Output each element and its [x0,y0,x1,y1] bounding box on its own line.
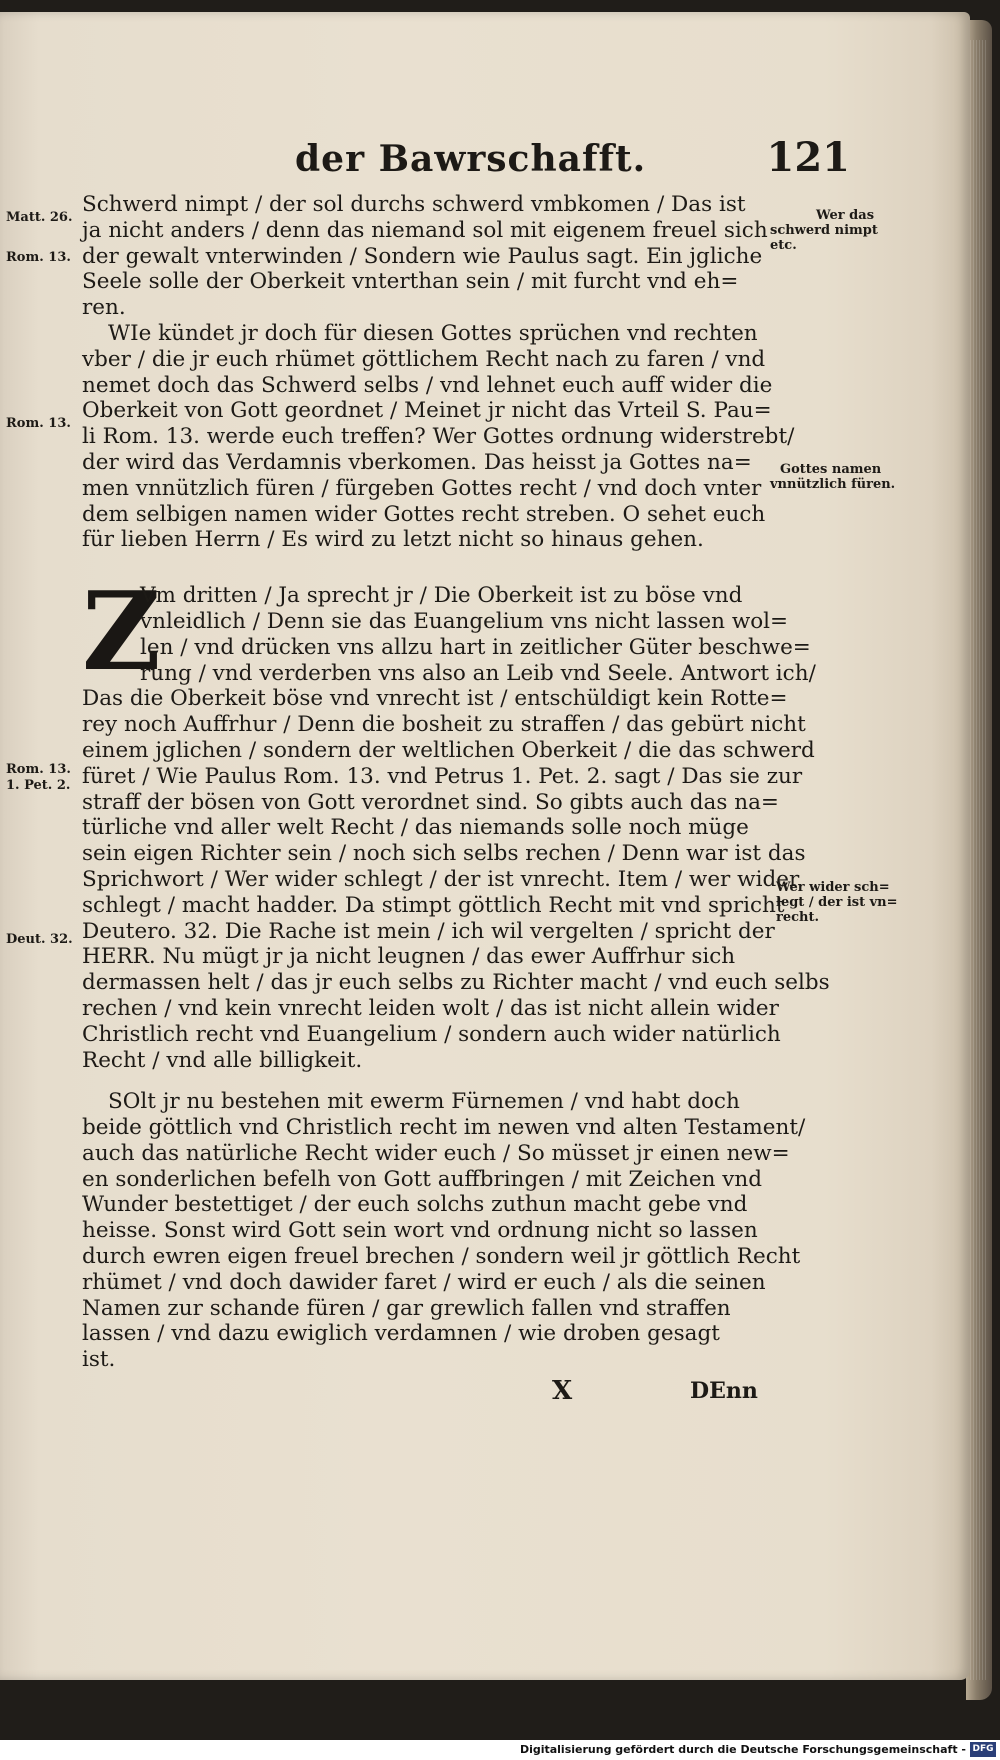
text-line: en sonderlichen befelh von Gott auffbringen / mit Zeichen vnd [82,1166,763,1192]
text-line: beide göttlich vnd Christlich recht im newen vnd alten Testament/ [82,1115,806,1141]
text-line: der wird das Verdamnis vberkomen. Das heisst ja Gottes na= [82,449,752,475]
text-line: len / vnd drücken vns allzu hart in zeitlicher Güter beschwe= [140,634,811,660]
text-line: schlegt / macht hadder. Da stimpt göttlich Recht mit vnd spricht [82,892,785,918]
text-line: Seele solle der Oberkeit vnterthan sein / mit furcht vnd eh= [82,269,739,295]
dfg-logo: DFG [970,1742,996,1757]
text-line: WIe kündet jr doch für diesen Gottes sprüchen vnd rechten [108,320,758,346]
text-line: ist. [82,1347,116,1373]
text-line: ja nicht anders / denn das niemand sol mit eigenem freuel sich [82,217,768,243]
margin-note-left: Deut. 32. [6,932,73,947]
margin-note-left: Rom. 13. [6,250,71,265]
page-header [90,134,860,188]
text-line: einem jglichen / sondern der weltlichen Oberkeit / die das schwerd [82,737,815,763]
text-line: durch ewren eigen freuel brechen / sondern weil jr göttlich Recht [82,1244,801,1270]
text-line: vber / die jr euch rhümet göttlichem Recht nach zu faren / vnd [82,346,766,372]
text-line: Sprichwort / Wer wider schlegt / der ist vnrecht. Item / wer wider [82,866,800,892]
drop-initial: Z [82,569,161,696]
text-line: Christlich recht vnd Euangelium / sondern auch wider natürlich [82,1021,781,1047]
text-line: HERR. Nu mügt jr ja nicht leugnen / das ewer Auffrhur sich [82,944,736,970]
text-line: Vm dritten / Ja sprecht jr / Die Oberkeit ist zu böse vnd [140,583,743,609]
margin-note-right: Gottes namen vnnützlich füren. [770,462,896,492]
text-line: straff der bösen von Gott verordnet sind. So gibts auch das na= [82,789,779,815]
text-line: nemet doch das Schwerd selbs / vnd lehnet euch auff wider die [82,372,773,398]
margin-note-right: Wer wider sch= legt / der ist vn= recht. [776,880,898,925]
footer-bar [0,1740,1000,1760]
signature-mark: X [552,1376,573,1406]
margin-note-left: Matt. 26. [6,210,73,225]
margin-note-right: Wer das schwerd nimpt etc. [770,208,878,253]
margin-note-left: 1. Pet. 2. [6,778,71,793]
text-line: auch das natürliche Recht wider euch / So müsset jr einen new= [82,1140,790,1166]
footer-credit: Digitalisierung gefördert durch die Deutsche Forschungsgemeinschaft - [519,1743,966,1756]
text-line: ren. [82,295,126,321]
text-line: füret / Wie Paulus Rom. 13. vnd Petrus 1. Pet. 2. sagt / Das sie zur [82,763,803,789]
text-line: Recht / vnd alle billigkeit. [82,1047,363,1073]
text-line: heisse. Sonst wird Gott sein wort vnd ordnung nicht so lassen [82,1218,758,1244]
text-line: rhümet / vnd doch dawider faret / wird er euch / als die seinen [82,1269,766,1295]
text-line: lassen / vnd dazu ewiglich verdamnen / wie droben gesagt [82,1321,720,1347]
text-line: dermassen helt / das jr euch selbs zu Richter macht / vnd euch selbs [82,970,830,996]
text-line: rechen / vnd kein vnrecht leiden wolt / das ist nicht allein wider [82,995,779,1021]
text-line: Deutero. 32. Die Rache ist mein / ich wil vergelten / spricht der [82,918,775,944]
text-line: Namen zur schande füren / gar grewlich fallen vnd straffen [82,1295,731,1321]
book-edge-pages [970,40,988,1680]
text-line: dem selbigen namen wider Gottes recht streben. O sehet euch [82,501,766,527]
text-line: türliche vnd aller welt Recht / das niemands solle noch müge [82,815,749,841]
text-line: Wunder bestettiget / der euch solchs zuthun macht gebe vnd [82,1192,748,1218]
text-line: li Rom. 13. werde euch treffen? Wer Gottes ordnung widerstrebt/ [82,424,795,450]
text-line: Schwerd nimpt / der sol durchs schwerd vmbkomen / Das ist [82,192,746,217]
margin-note-left: Rom. 13. [6,416,71,431]
text-line: vnleidlich / Denn sie das Euangelium vns nicht lassen wol= [140,608,789,634]
text-line: Oberkeit von Gott geordnet / Meinet jr nicht das Vrteil S. Pau= [82,398,772,424]
margin-note-left: Rom. 13. [6,762,71,777]
text-line: SOlt jr nu bestehen mit ewerm Fürnemen / vnd habt doch [108,1089,740,1115]
text-line: men vnnützlich füren / fürgeben Gottes recht / vnd doch vnter [82,475,762,501]
text-line: rung / vnd verderben vns also an Leib vnd Seele. Antwort ich/ [140,660,816,686]
text-line: für lieben Herrn / Es wird zu letzt nicht so hinaus gehen. [82,527,704,553]
running-head: der Bawrschafft. [295,138,647,180]
text-line: rey noch Auffrhur / Denn die bosheit zu straffen / das gebürt nicht [82,712,806,738]
page-number: 121 [766,134,850,181]
text-line: der gewalt vnterwinden / Sondern wie Paulus sagt. Ein jgliche [82,243,763,269]
text-line: sein eigen Richter sein / noch sich selbs rechen / Denn war ist das [82,841,806,867]
text-line: Das die Oberkeit böse vnd vnrecht ist / entschüldigt kein Rotte= [82,686,788,712]
paragraph-with-initial [82,569,816,696]
catchword: DEnn [690,1378,758,1404]
